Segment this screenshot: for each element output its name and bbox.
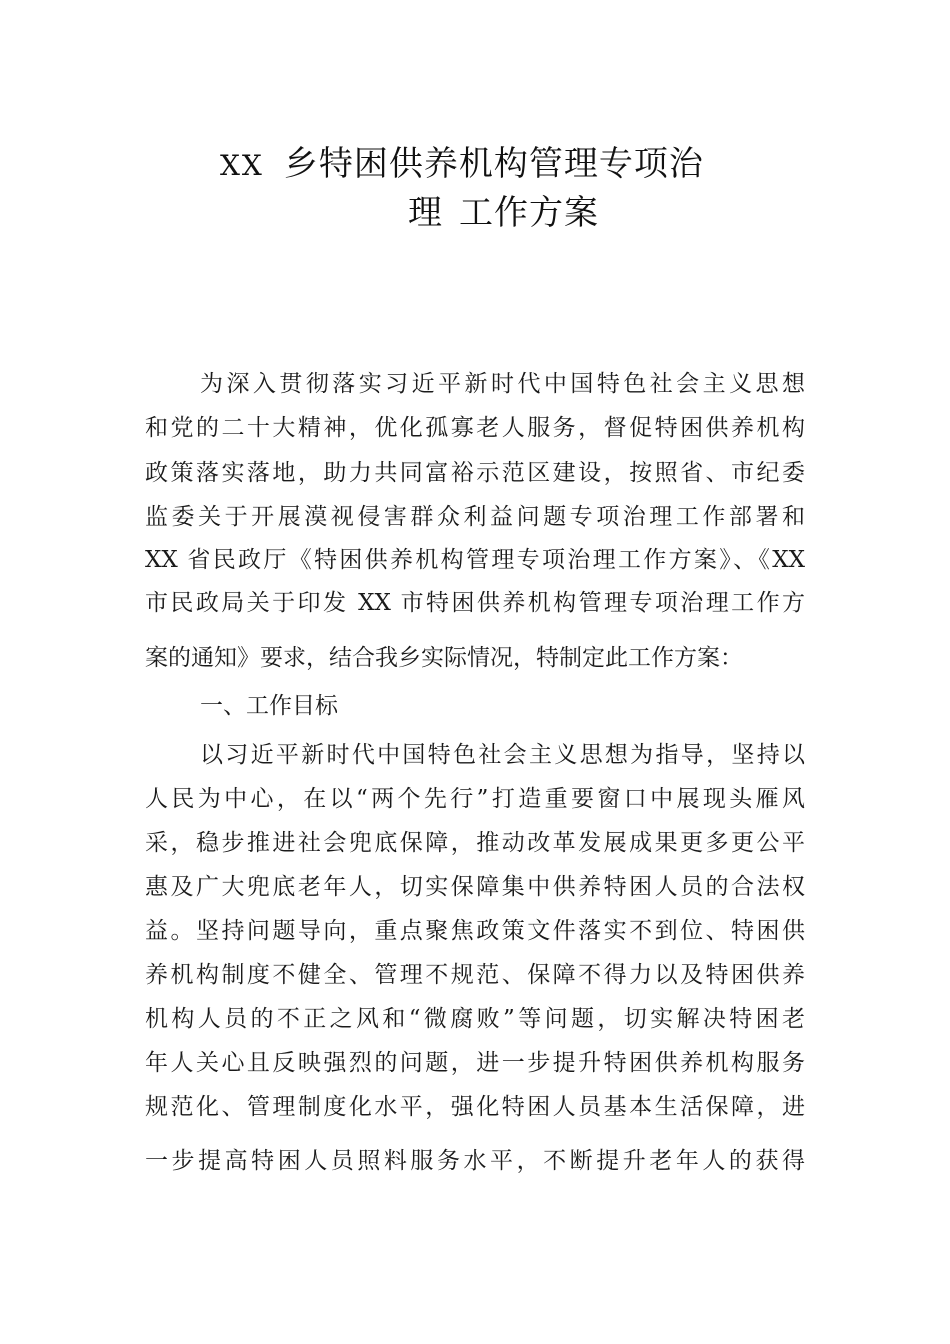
paragraph-line: 惠及广大兜底老年人，切实保障集中供养特困人员的合法权 [145, 874, 805, 900]
paragraph-line: 政策落实落地，助力共同富裕示范区建设，按照省、市纪委 [145, 460, 805, 486]
paragraph-line: 市民政局关于印发 XX 市特困供养机构管理专项治理工作方 [145, 590, 805, 616]
title-continuation: 理 [408, 193, 443, 233]
paragraph-line: 以习近平新时代中国特色社会主义思想为指导，坚持以 [200, 742, 805, 768]
title-main: 乡特困供养机构管理专项治 [283, 144, 704, 184]
paragraph-line: 采，稳步推进社会兜底保障，推动改革发展成果更多更公平 [145, 830, 805, 856]
paragraph-line: 人民为中心，在以“两个先行”打造重要窗口中展现头雁风 [145, 786, 805, 812]
paragraph-line: 年人关心且反映强烈的问题，进一步提升特困供养机构服务 [145, 1050, 805, 1076]
paragraph-line: 机构人员的不正之风和“微腐败”等问题，切实解决特困老 [145, 1006, 805, 1032]
paragraph-line: 案的通知》要求，结合我乡实际情况，特制定此工作方案： [145, 645, 743, 671]
document-title-line-2 [408, 193, 599, 233]
paragraph-line: 益。坚持问题导向，重点聚焦政策文件落实不到位、特困供 [145, 918, 805, 944]
paragraph-line: 养机构制度不健全、管理不规范、保障不得力以及特困供养 [145, 962, 805, 988]
paragraph-line: 为深入贯彻落实习近平新时代中国特色社会主义思想 [200, 371, 805, 397]
title-prefix: XX [220, 149, 264, 182]
paragraph-line: 规范化、管理制度化水平，强化特困人员基本生活保障，进 [145, 1094, 805, 1120]
title-subtitle: 工作方案 [459, 193, 599, 233]
paragraph-line: 和党的二十大精神，优化孤寡老人服务，督促特困供养机构 [145, 415, 805, 441]
document-title-line-1 [220, 144, 704, 184]
section-heading: 一、工作目标 [200, 693, 338, 719]
paragraph-line: 监委关于开展漠视侵害群众利益问题专项治理工作部署和 [145, 504, 805, 530]
paragraph-line: 一步提高特困人员照料服务水平，不断提升老年人的获得 [145, 1148, 805, 1174]
paragraph-line: XX 省民政厅《特困供养机构管理专项治理工作方案》、《XX [145, 547, 805, 573]
